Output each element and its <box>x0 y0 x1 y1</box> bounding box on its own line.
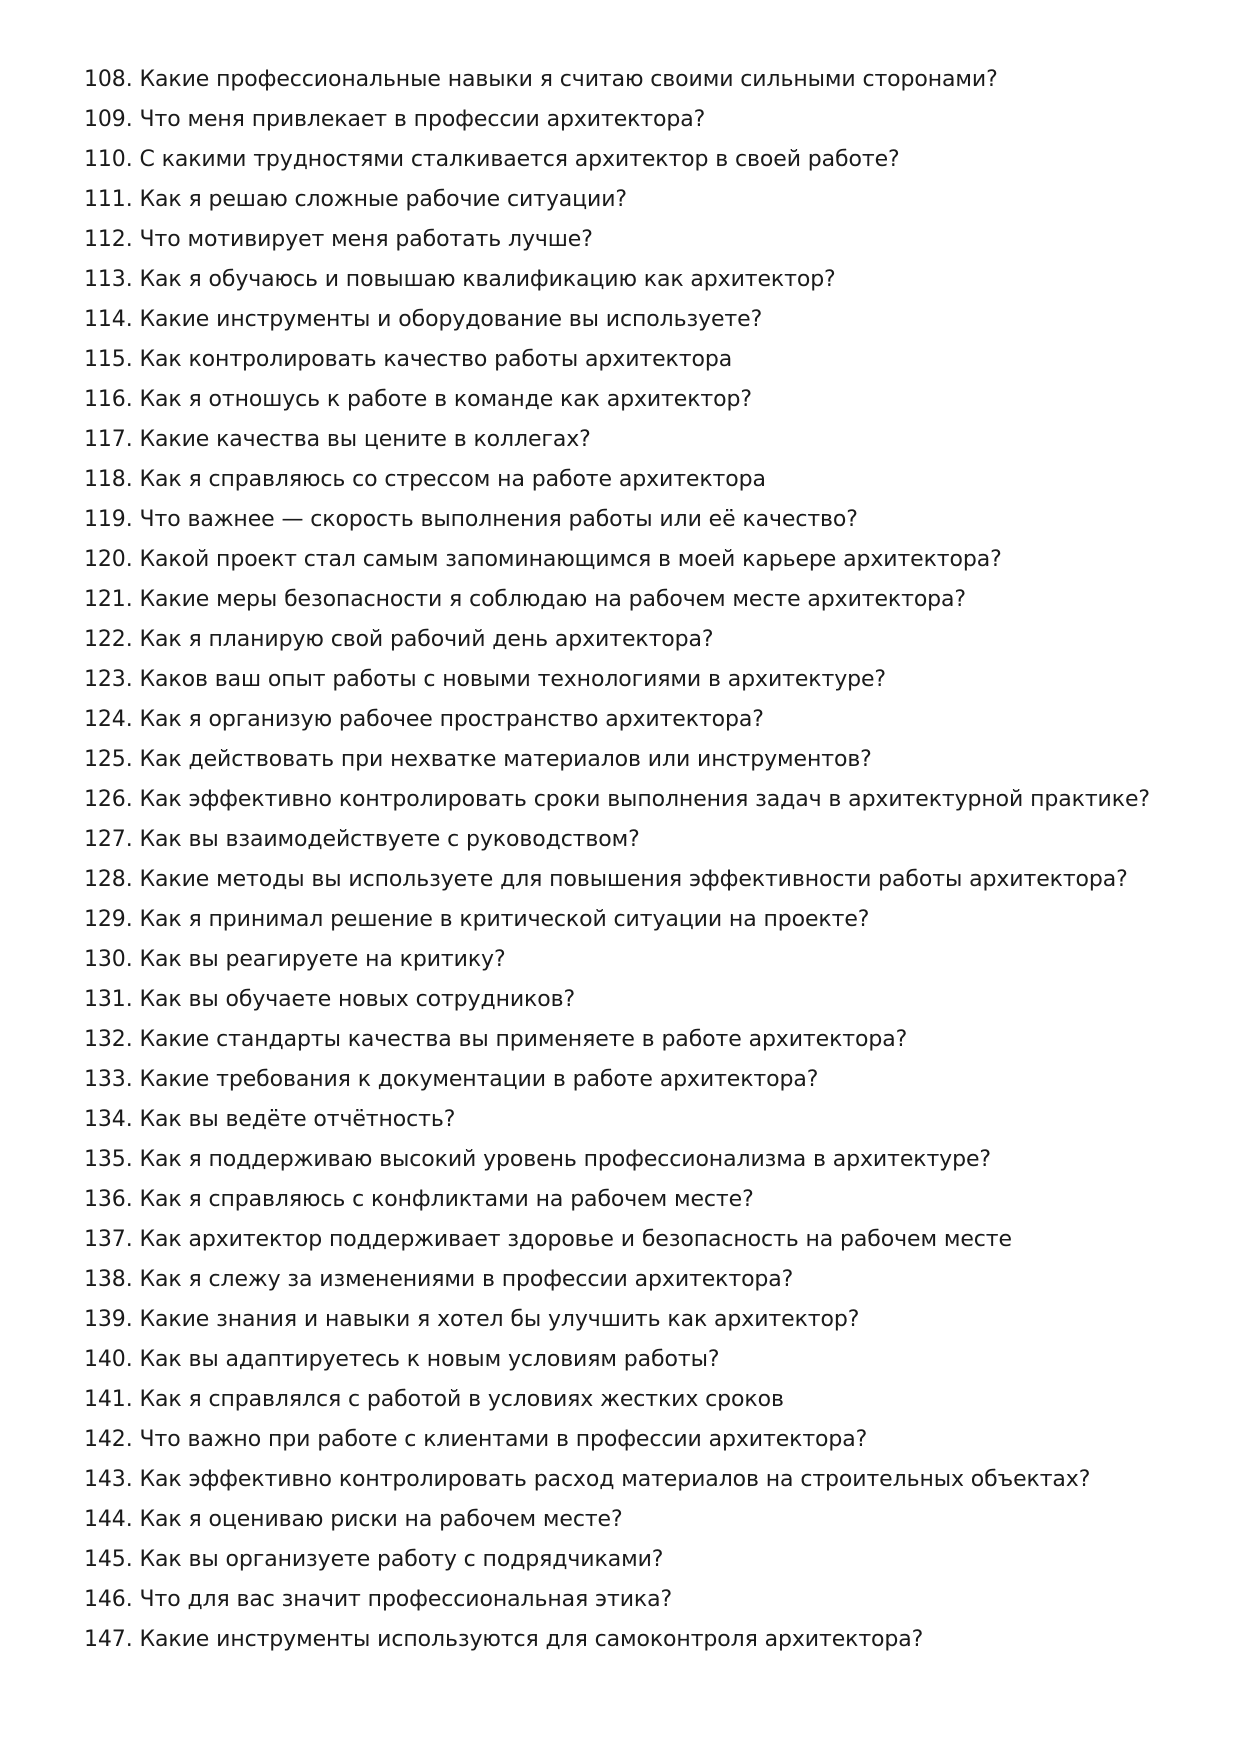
question-text: Как архитектор поддерживает здоровье и безопасность на рабочем месте <box>139 1227 1012 1252</box>
question-item <box>84 1460 1204 1500</box>
question-text: Что для вас значит профессиональная этика? <box>139 1587 673 1612</box>
question-item <box>84 900 1204 940</box>
question-text: Как я обучаюсь и повышаю квалификацию как архитектор? <box>139 267 836 292</box>
question-number: 142. <box>84 1427 133 1452</box>
question-item <box>84 620 1204 660</box>
question-text: Какие инструменты и оборудование вы используете? <box>139 307 763 332</box>
question-number: 132. <box>84 1027 133 1052</box>
question-text: Как вы взаимодействуете с руководством? <box>139 827 640 852</box>
question-text: Как я справлялся с работой в условиях жестких сроков <box>139 1387 784 1412</box>
question-item <box>84 1420 1204 1460</box>
question-item <box>84 1500 1204 1540</box>
question-text: Какие меры безопасности я соблюдаю на рабочем месте архитектора? <box>139 587 967 612</box>
question-text: Каков ваш опыт работы с новыми технологиями в архитектуре? <box>139 667 886 692</box>
question-text: Как эффективно контролировать сроки выполнения задач в архитектурной практике? <box>139 787 1150 812</box>
question-number: 129. <box>84 907 133 932</box>
question-number: 135. <box>84 1147 133 1172</box>
question-item <box>84 180 1204 220</box>
question-item <box>84 1620 1204 1660</box>
question-text: С какими трудностями сталкивается архитектор в своей работе? <box>139 147 900 172</box>
question-number: 115. <box>84 347 133 372</box>
question-item <box>84 1540 1204 1580</box>
question-text: Какие требования к документации в работе архитектора? <box>139 1067 819 1092</box>
question-item <box>84 100 1204 140</box>
question-item <box>84 460 1204 500</box>
question-number: 111. <box>84 187 133 212</box>
question-item <box>84 660 1204 700</box>
question-item <box>84 260 1204 300</box>
question-number: 110. <box>84 147 133 172</box>
question-text: Какие инструменты используются для самоконтроля архитектора? <box>139 1627 924 1652</box>
question-number: 113. <box>84 267 133 292</box>
question-number: 114. <box>84 307 133 332</box>
question-item <box>84 700 1204 740</box>
question-text: Как я отношусь к работе в команде как архитектор? <box>139 387 752 412</box>
question-item <box>84 1300 1204 1340</box>
question-text: Как я организую рабочее пространство архитектора? <box>139 707 764 732</box>
question-item <box>84 860 1204 900</box>
question-text: Как я оцениваю риски на рабочем месте? <box>139 1507 623 1532</box>
question-number: 123. <box>84 667 133 692</box>
question-number: 138. <box>84 1267 133 1292</box>
question-number: 128. <box>84 867 133 892</box>
question-text: Как действовать при нехватке материалов или инструментов? <box>139 747 872 772</box>
question-text: Какие качества вы цените в коллегах? <box>139 427 591 452</box>
question-text: Как я справляюсь с конфликтами на рабочем месте? <box>139 1187 754 1212</box>
question-number: 125. <box>84 747 133 772</box>
question-number: 112. <box>84 227 133 252</box>
question-text: Как вы обучаете новых сотрудников? <box>139 987 576 1012</box>
question-number: 120. <box>84 547 133 572</box>
question-text: Что важнее — скорость выполнения работы или её качество? <box>139 507 858 532</box>
question-number: 121. <box>84 587 133 612</box>
question-text: Как я поддерживаю высокий уровень профессионализма в архитектуре? <box>139 1147 991 1172</box>
question-text: Какой проект стал самым запоминающимся в моей карьере архитектора? <box>139 547 1002 572</box>
question-number: 124. <box>84 707 133 732</box>
question-number: 145. <box>84 1547 133 1572</box>
question-text: Что мотивирует меня работать лучше? <box>139 227 593 252</box>
question-number: 134. <box>84 1107 133 1132</box>
question-item <box>84 540 1204 580</box>
question-item <box>84 1060 1204 1100</box>
question-text: Как я принимал решение в критической ситуации на проекте? <box>139 907 870 932</box>
question-item <box>84 220 1204 260</box>
question-number: 143. <box>84 1467 133 1492</box>
question-number: 127. <box>84 827 133 852</box>
question-number: 126. <box>84 787 133 812</box>
question-number: 122. <box>84 627 133 652</box>
question-number: 144. <box>84 1507 133 1532</box>
question-item <box>84 1140 1204 1180</box>
question-item <box>84 1100 1204 1140</box>
question-text: Как я решаю сложные рабочие ситуации? <box>139 187 628 212</box>
question-item <box>84 740 1204 780</box>
question-item <box>84 1260 1204 1300</box>
question-text: Как я слежу за изменениями в профессии архитектора? <box>139 1267 794 1292</box>
question-number: 116. <box>84 387 133 412</box>
question-number: 136. <box>84 1187 133 1212</box>
question-text: Как я планирую свой рабочий день архитектора? <box>139 627 714 652</box>
question-item <box>84 1340 1204 1380</box>
question-text: Как эффективно контролировать расход материалов на строительных объектах? <box>139 1467 1091 1492</box>
question-number: 108. <box>84 67 133 92</box>
question-number: 140. <box>84 1347 133 1372</box>
question-item <box>84 1220 1204 1260</box>
question-number: 146. <box>84 1587 133 1612</box>
question-number: 137. <box>84 1227 133 1252</box>
question-item <box>84 60 1204 100</box>
question-text: Как вы адаптируетесь к новым условиям работы? <box>139 1347 720 1372</box>
question-item <box>84 340 1204 380</box>
question-item <box>84 140 1204 180</box>
question-number: 131. <box>84 987 133 1012</box>
question-item <box>84 820 1204 860</box>
question-text: Как вы реагируете на критику? <box>139 947 506 972</box>
question-item <box>84 420 1204 460</box>
question-item <box>84 500 1204 540</box>
question-number: 119. <box>84 507 133 532</box>
question-item <box>84 300 1204 340</box>
question-number: 133. <box>84 1067 133 1092</box>
question-text: Как вы организуете работу с подрядчиками? <box>139 1547 664 1572</box>
question-item <box>84 1020 1204 1060</box>
question-item <box>84 1380 1204 1420</box>
question-item <box>84 1180 1204 1220</box>
question-item <box>84 940 1204 980</box>
question-item <box>84 1580 1204 1620</box>
question-number: 118. <box>84 467 133 492</box>
question-text: Что меня привлекает в профессии архитектора? <box>139 107 706 132</box>
question-item <box>84 980 1204 1020</box>
question-number: 139. <box>84 1307 133 1332</box>
question-text: Как я справляюсь со стрессом на работе архитектора <box>139 467 766 492</box>
question-text: Какие методы вы используете для повышения эффективности работы архитектора? <box>139 867 1128 892</box>
question-text: Как контролировать качество работы архитектора <box>139 347 733 372</box>
question-number: 141. <box>84 1387 133 1412</box>
question-item <box>84 780 1204 820</box>
question-text: Какие знания и навыки я хотел бы улучшить как архитектор? <box>139 1307 860 1332</box>
question-item <box>84 580 1204 620</box>
question-number: 117. <box>84 427 133 452</box>
question-number: 147. <box>84 1627 133 1652</box>
question-item <box>84 380 1204 420</box>
question-text: Какие стандарты качества вы применяете в работе архитектора? <box>139 1027 908 1052</box>
question-text: Что важно при работе с клиентами в профессии архитектора? <box>139 1427 868 1452</box>
question-number: 109. <box>84 107 133 132</box>
question-text: Какие профессиональные навыки я считаю своими сильными сторонами? <box>139 67 998 92</box>
question-text: Как вы ведёте отчётность? <box>139 1107 456 1132</box>
question-number: 130. <box>84 947 133 972</box>
question-list <box>84 60 1204 1660</box>
